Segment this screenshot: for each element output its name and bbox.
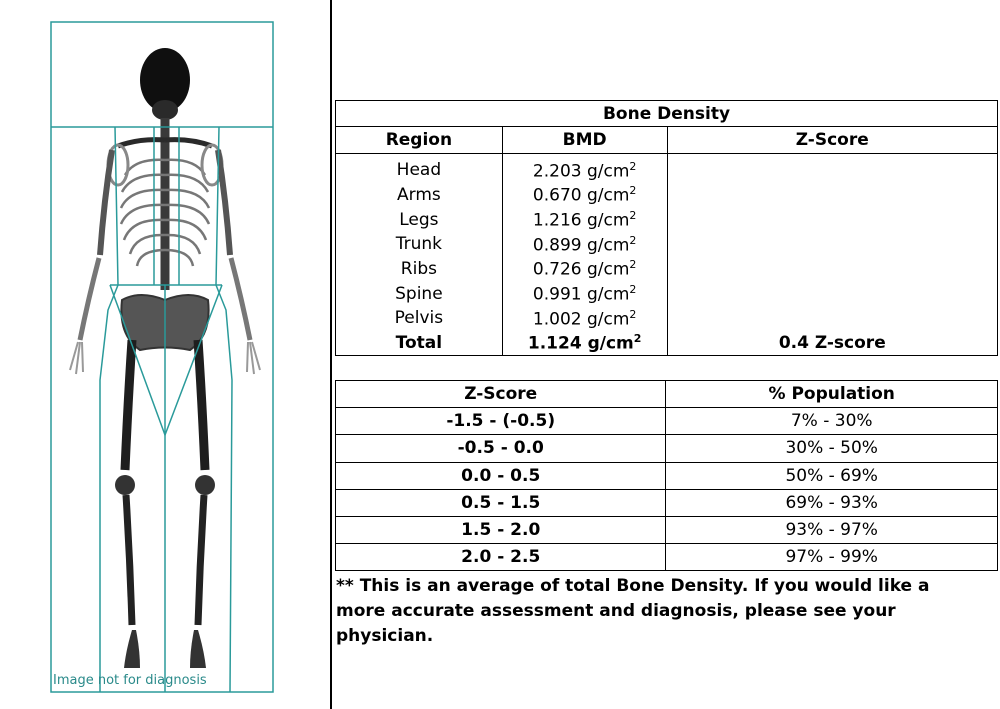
total-bmd: 1.124 $g/cm^2$ (502, 331, 667, 356)
table-row (336, 232, 998, 257)
zscore-range-cell: 0.5 - 1.5 (336, 489, 666, 516)
skeleton-scan-image (0, 0, 330, 709)
zscore-population-table (335, 380, 998, 571)
table-title: Bone Density (336, 101, 998, 127)
zscore-cell (667, 232, 997, 257)
population-cell: 69% - 93% (666, 489, 998, 516)
table-row (336, 462, 998, 489)
region-cell: Trunk (336, 232, 503, 257)
zscore-cell (667, 257, 997, 282)
column-header-bmd: BMD (502, 127, 667, 154)
bmd-cell: 0.726 $g/cm^2$ (502, 257, 667, 282)
table-row (336, 183, 998, 208)
zscore-range-cell: 0.0 - 0.5 (336, 462, 666, 489)
bmd-cell: 2.203 $g/cm^2$ (502, 154, 667, 183)
table-row (336, 306, 998, 331)
table-row (336, 489, 998, 516)
bmd-cell: 0.670 $g/cm^2$ (502, 183, 667, 208)
region-cell: Pelvis (336, 306, 503, 331)
bmd-cell: 0.899 $g/cm^2$ (502, 232, 667, 257)
skeleton-figure (140, 48, 190, 120)
footnote: ** This is an average of total Bone Density. If you would like a more accurate assessment and diagnosis, please see your physician. (336, 576, 930, 646)
region-cell: Ribs (336, 257, 503, 282)
population-cell: 97% - 99% (666, 544, 998, 571)
column-header-population: % Population (666, 381, 998, 408)
table-row (336, 544, 998, 571)
region-cell: Head (336, 154, 503, 183)
total-row (336, 331, 998, 356)
scan-caption: Image not for diagnosis (53, 673, 207, 688)
region-cell: Spine (336, 281, 503, 306)
zscore-cell (667, 281, 997, 306)
column-header-zscore: Z-Score (667, 127, 997, 154)
total-label: Total (336, 331, 503, 356)
population-cell: 50% - 69% (666, 462, 998, 489)
zscore-cell (667, 306, 997, 331)
bmd-cell: 1.002 $g/cm^2$ (502, 306, 667, 331)
vertical-divider (330, 0, 332, 709)
zscore-cell (667, 154, 997, 183)
region-cell: Legs (336, 207, 503, 232)
population-cell: 7% - 30% (666, 408, 998, 435)
table-row (336, 281, 998, 306)
zscore-range-cell: 2.0 - 2.5 (336, 544, 666, 571)
population-cell: 30% - 50% (666, 435, 998, 462)
zscore-range-cell: -0.5 - 0.0 (336, 435, 666, 462)
region-cell: Arms (336, 183, 503, 208)
table-row (336, 435, 998, 462)
population-cell: 93% - 97% (666, 516, 998, 543)
table-row (336, 207, 998, 232)
total-zscore: 0.4 Z-score (667, 331, 997, 356)
zscore-cell (667, 183, 997, 208)
bmd-cell: 0.991 $g/cm^2$ (502, 281, 667, 306)
zscore-range-cell: 1.5 - 2.0 (336, 516, 666, 543)
column-header-region: Region (336, 127, 503, 154)
table-row (336, 257, 998, 282)
zscore-range-cell: -1.5 - (-0.5) (336, 408, 666, 435)
bone-density-table (335, 100, 998, 356)
zscore-cell (667, 207, 997, 232)
table-row (336, 516, 998, 543)
column-header-zscore-range: Z-Score (336, 381, 666, 408)
dexa-scan-panel (0, 0, 330, 709)
table-row (336, 408, 998, 435)
table-row (336, 154, 998, 183)
bmd-cell: 1.216 $g/cm^2$ (502, 207, 667, 232)
